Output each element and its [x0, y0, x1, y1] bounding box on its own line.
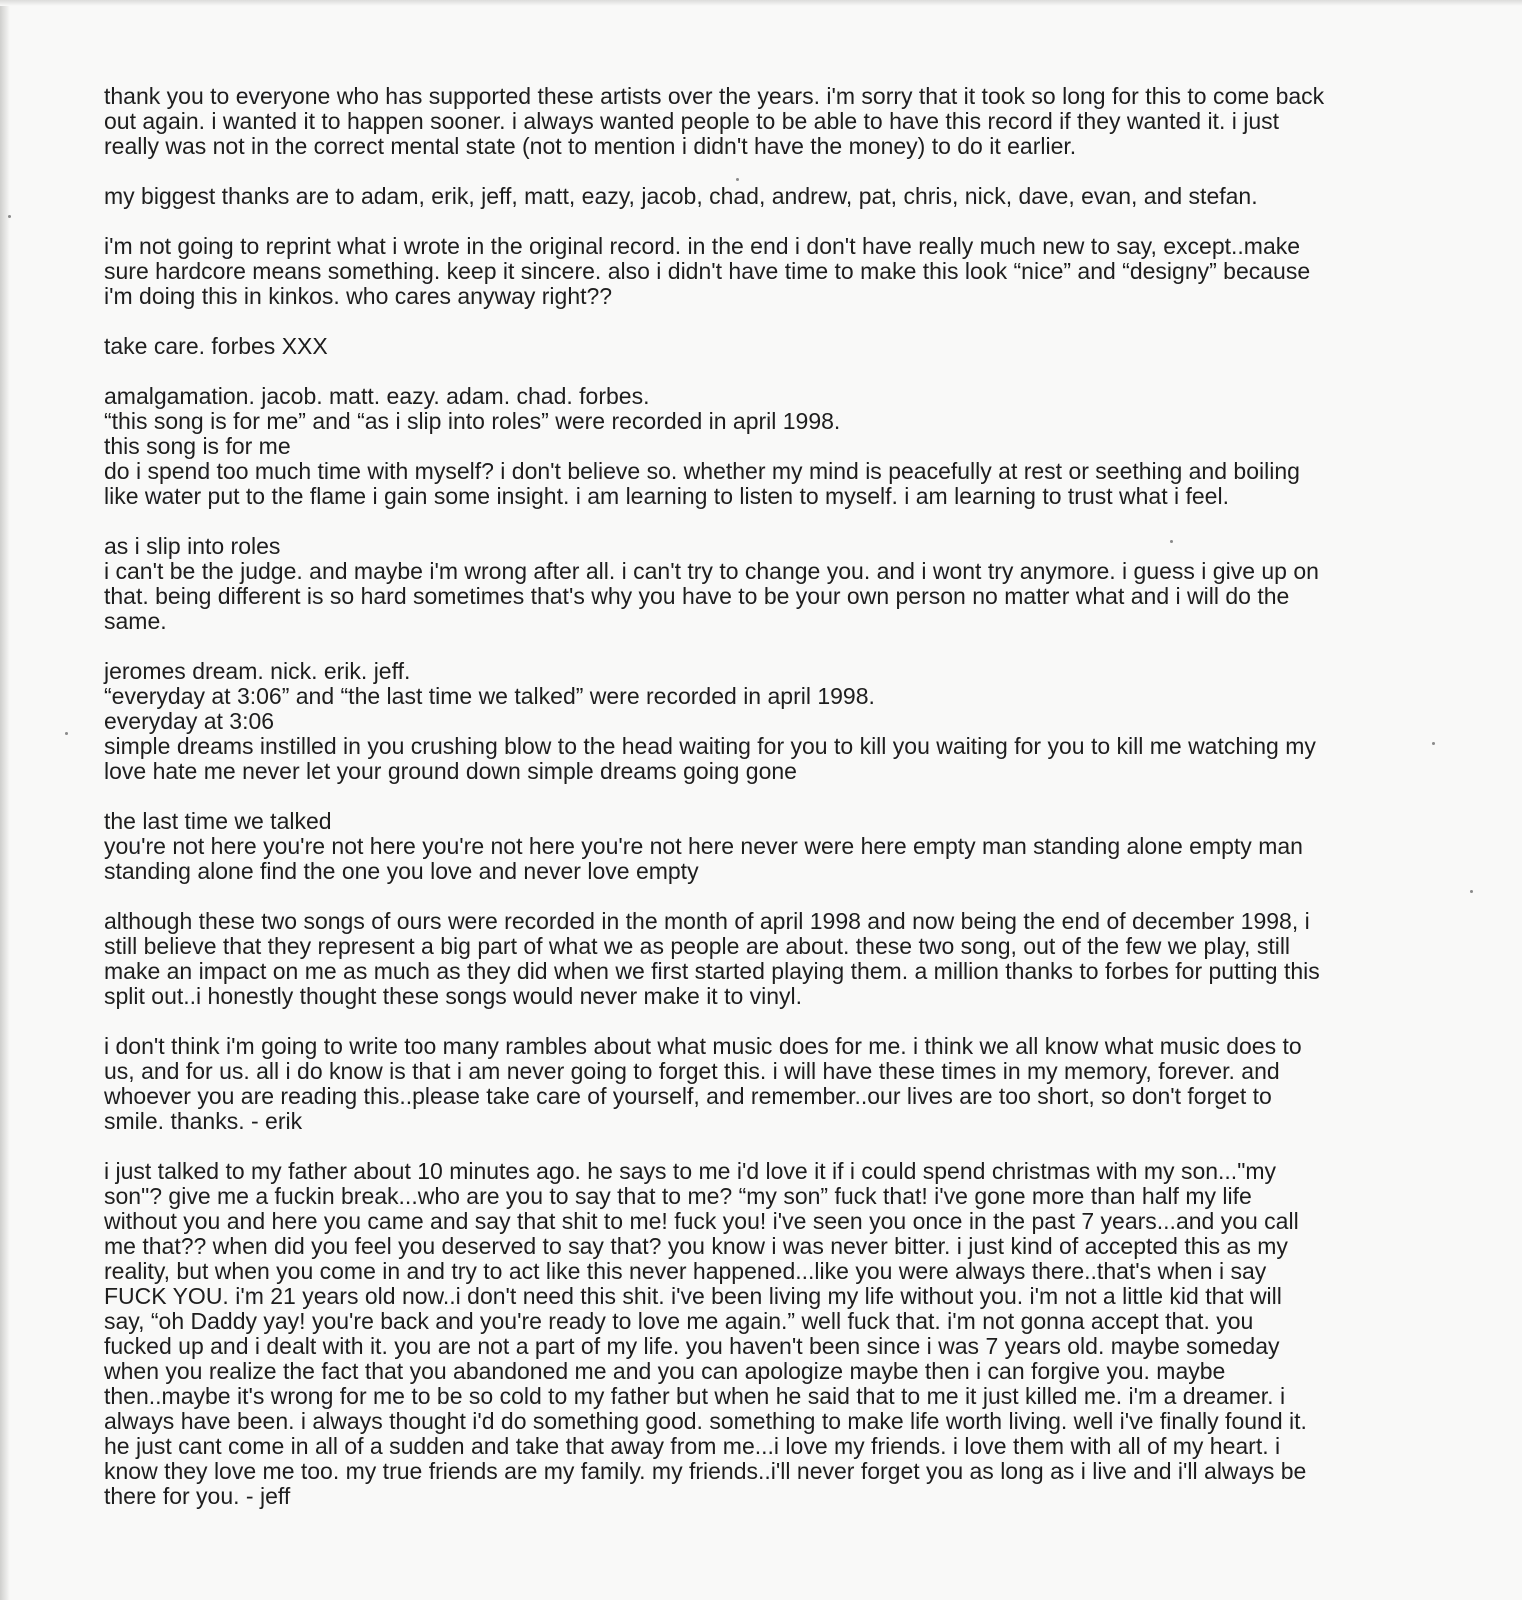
paragraph-erik: i don't think i'm going to write too many rambles about what music does for me. i think we all know what music does to us, and for us. all i do know is that i am never going to forget this. i will have these times in my memory, forever. and whoever you are reading this..please take care of yourself, and remember..our lives are too short, so don't forget to smile. thanks. - erik — [104, 1033, 1302, 1134]
paragraph-thanks: thank you to everyone who has supported these artists over the years. i'm sorry that it took so long for this to come back out again. i wanted it to happen sooner. i always wanted people to be able to have this record if they wanted it. i just really was not in the correct mental state (not to mention i didn't have the money) to do it earlier. — [104, 83, 1325, 159]
paragraph-as-i-slip-into-roles: as i slip into roles i can't be the judge. and maybe i'm wrong after all. i can't try to change you. and i wont try anymore. i guess i give up on that. being different is so hard sometimes that's why you have to be your own person no matter what and i will do the same. — [104, 533, 1319, 634]
scan-speck — [8, 215, 11, 218]
paragraph-jeromes-dream: jeromes dream. nick. erik. jeff. “everyday at 3:06” and “the last time we talked” were recorded in april 1998. everyday at 3:06 simple dreams instilled in you crushing blow to the head waiting for you to kill you waiting for you to kill me watching my love hate me never let your ground down simple dreams going gone — [104, 658, 1316, 784]
scan-top-shadow — [0, 0, 1522, 6]
liner-notes-text — [104, 84, 1484, 1509]
paragraph-amalgamation: amalgamation. jacob. matt. eazy. adam. chad. forbes. “this song is for me” and “as i slip into roles” were recorded in april 1998. this song is for me do i spend too much time with myself? i don't believe so. whether my mind is peacefully at rest or seething and boiling like water put to the flame i gain some insight. i am learning to listen to myself. i am learning to trust what i feel. — [104, 383, 1300, 509]
paragraph-reprint: i'm not going to reprint what i wrote in the original record. in the end i don't have really much new to say, except..make sure hardcore means something. keep it sincere. also i didn't have time to make this look “nice” and “designy” because i'm doing this in kinkos. who cares anyway right?? — [104, 233, 1311, 309]
scan-edge-shadow — [0, 0, 10, 1600]
paragraph-signoff-forbes: take care. forbes XXX — [104, 333, 328, 359]
scan-speck — [65, 732, 68, 735]
paragraph-biggest-thanks: my biggest thanks are to adam, erik, jeff, matt, eazy, jacob, chad, andrew, pat, chris, nick, dave, evan, and stefan. — [104, 183, 1258, 209]
paragraph-jeff: i just talked to my father about 10 minutes ago. he says to me i'd love it if i could spend christmas with my son..."my son"? give me a fuckin break...who are you to say that to me? “my son” fuck that! i've gone more than half my life without you and here you came and say that shit to me! fuck you! i've seen you once in the past 7 years...and you call me that?? when did you feel you deserved to say that? you know i was never bitter. i just kind of accepted this as my reality, but when you come in and try to act like this never happened...like you were always there..that's when i say FUCK YOU. i'm 21 years old now..i don't need this shit. i've been living my life without you. i'm not a little kid that will say, “oh Daddy yay! you're back and you're ready to love me again.” well fuck that. i'm not gonna accept that. you fucked up and i dealt with it. you are not a part of my life. you haven't been since i was 7 years old. maybe someday when you realize the fact that you abandoned me and you can apologize maybe then i can forgive you. maybe then..maybe it's wrong for me to be so cold to my father but when he said that to me it just killed me. i'm a dreamer. i always have been. i always thought i'd do something good. something to make life worth living. well i've finally found it. he just cant come in all of a sudden and take that away from me...i love my friends. i love them with all of my heart. i know they love me too. my true friends are my family. my friends..i'll never forget you as long as i live and i'll always be there for you. - jeff — [104, 1158, 1307, 1509]
paragraph-recorded-april: although these two songs of ours were recorded in the month of april 1998 and now being the end of december 1998, i still believe that they represent a big part of what we as people are about. these two song, out of the few we play, still make an impact on me as much as they did when we first started playing them. a million thanks to forbes for putting this split out..i honestly thought these songs would never make it to vinyl. — [104, 908, 1320, 1009]
paragraph-last-time-we-talked: the last time we talked you're not here you're not here you're not here you're not here never were here empty man standing alone empty man standing alone find the one you love and never love empty — [104, 808, 1303, 884]
